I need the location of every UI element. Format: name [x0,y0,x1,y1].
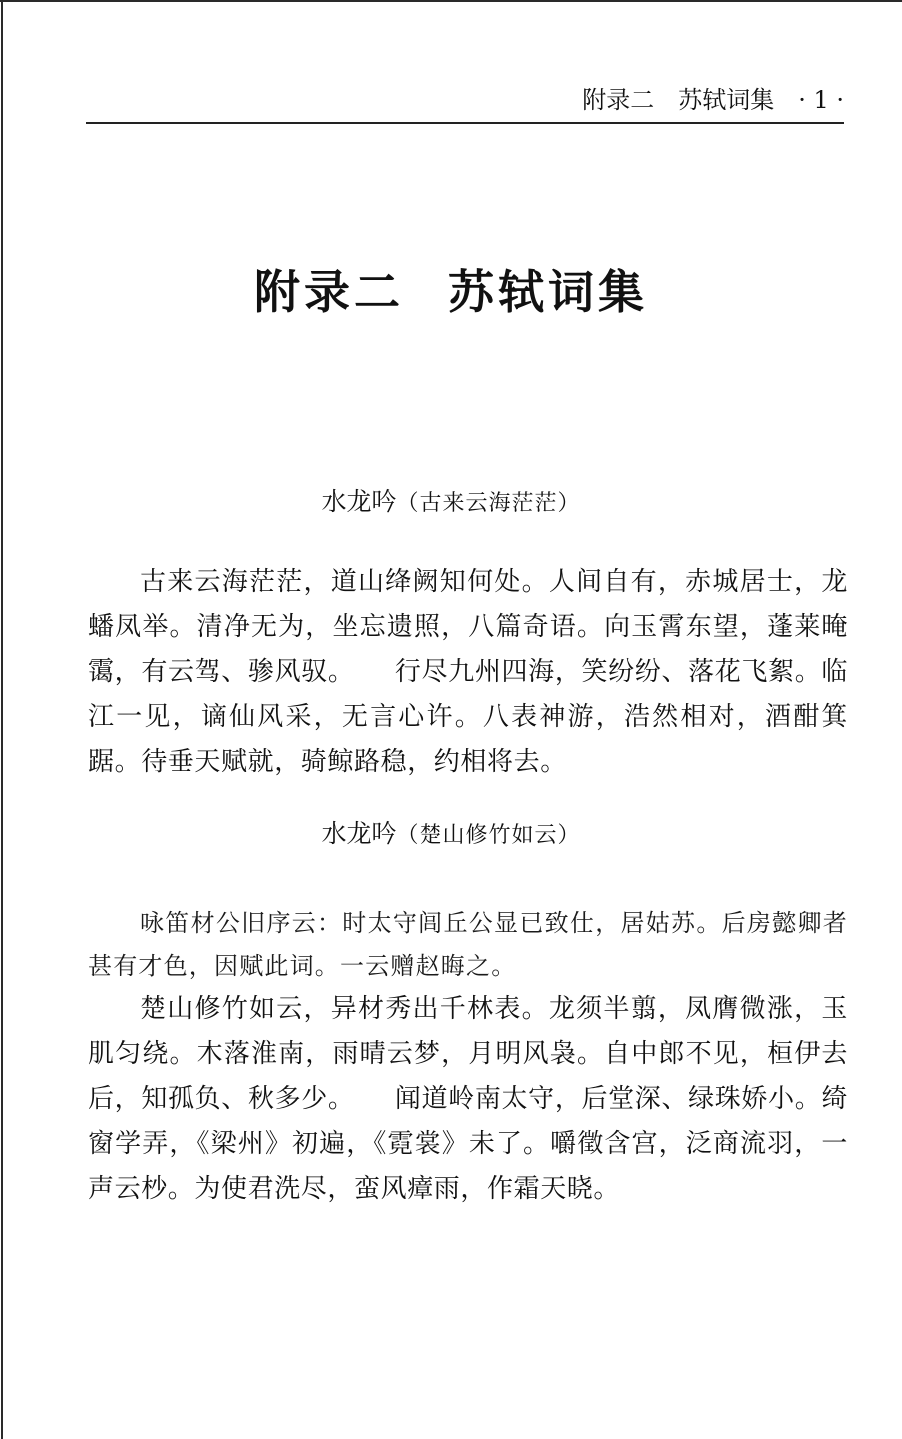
poem-subtitle: （楚山修竹如云） [396,823,581,848]
chapter-title [0,262,902,322]
preface-paragraph: 咏笛材公旧序云：时太守闾丘公显已致仕，居姑苏。后房懿卿者甚有才色，因赋此词。一云赠赵晦之。 [88,909,848,980]
running-title: 附录二 苏轼词集 [582,86,775,114]
scan-border-top [0,0,902,2]
poem-title-text: 水龙吟 [321,487,397,516]
poem-title-1 [0,482,902,524]
chapter-title-part2: 苏轼词集 [448,265,648,319]
page-number: · 1 · [798,86,844,114]
poem-body-1 [88,560,848,785]
poem-preface-2 [88,902,848,988]
poem-body-paragraph: 楚山修竹如云，异材秀出千林表。龙须半翦，凤膺微涨，玉肌匀绕。木落淮南，雨晴云梦，月明风袅。自中郎不见，桓伊去后，知孤负、秋多少。 闻道岭南太守，后堂深、绿珠娇小。绮窗学弄，《梁州》初遍，《霓裳》未了。嚼徵含宫，泛商流羽，一声云杪。为使君洗尽，蛮风瘴雨，作霜天晓。 [88,994,848,1204]
poem-title-text: 水龙吟 [321,819,397,848]
poem-title-2 [0,814,902,856]
scan-border-left [1,0,3,1439]
chapter-title-part1: 附录二 [254,265,404,319]
header-rule [86,122,844,124]
poem-body-paragraph: 古来云海茫茫，道山绛阙知何处。人间自有，赤城居士，龙蟠凤举。清净无为，坐忘遗照，八篇奇语。向玉霄东望，蓬莱晻霭，有云驾、骖风驭。 行尽九州四海，笑纷纷、落花飞絮。临江一见，谪仙风采，无言心许。八表神游，浩然相对，酒酣箕踞。待垂天赋就，骑鲸路稳，约相将去。 [88,567,848,777]
poem-subtitle: （古来云海茫茫） [396,491,581,516]
poem-body-2 [88,987,848,1212]
running-header [582,82,844,118]
